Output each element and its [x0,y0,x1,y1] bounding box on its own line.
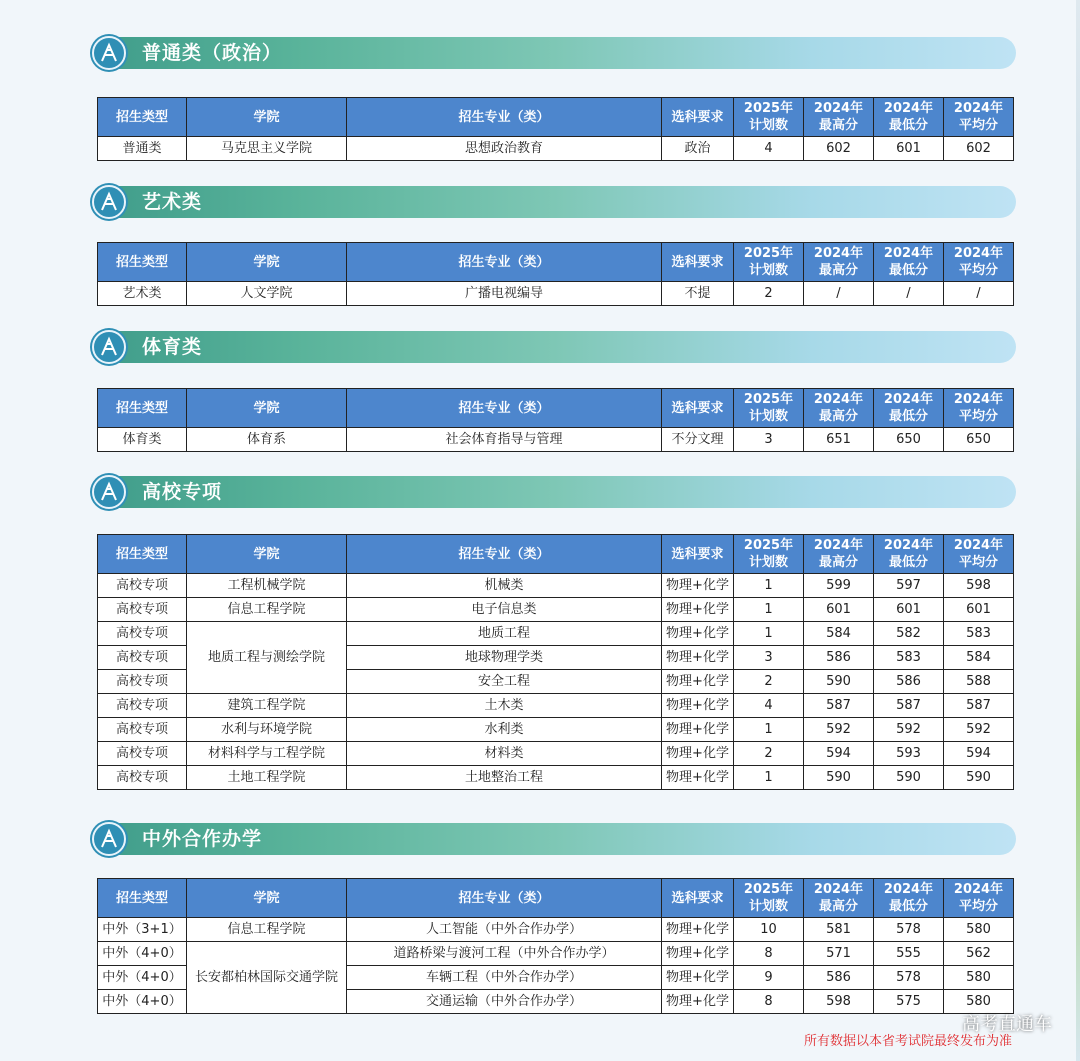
cell-major: 思想政治教育 [347,137,662,161]
cell-major: 机械类 [347,574,662,598]
cell-subject: 不提 [662,282,734,306]
table-header-row [98,389,1014,428]
cell-type: 高校专项 [98,742,187,766]
cell-min: 592 [874,718,944,742]
header-subject: 选科要求 [662,243,734,282]
cell-subject: 政治 [662,137,734,161]
cell-college: 工程机械学院 [187,574,347,598]
cell-type: 体育类 [98,428,187,452]
cell-max: 651 [804,428,874,452]
cell-avg: 650 [944,428,1014,452]
section-banner-sports [92,331,1016,363]
cell-min: 583 [874,646,944,670]
cell-subject: 物理+化学 [662,966,734,990]
header-type: 招生类型 [98,243,187,282]
cell-min: 582 [874,622,944,646]
cell-plan: 1 [734,718,804,742]
university-logo-icon [92,475,126,509]
header-subject: 选科要求 [662,389,734,428]
cell-type: 高校专项 [98,766,187,790]
header-max: 2024年 最高分 [804,879,874,918]
header-plan: 2025年 计划数 [734,243,804,282]
header-max: 2024年 最高分 [804,98,874,137]
section-banner-general [92,37,1016,69]
cell-avg: 602 [944,137,1014,161]
header-avg: 2024年 平均分 [944,389,1014,428]
table-row [98,694,1014,718]
table-row [98,137,1014,161]
header-major: 招生专业（类） [347,389,662,428]
cell-max: 584 [804,622,874,646]
cell-subject: 物理+化学 [662,990,734,1014]
header-avg: 2024年 平均分 [944,535,1014,574]
cell-major: 电子信息类 [347,598,662,622]
cell-plan: 8 [734,990,804,1014]
cell-min: 601 [874,137,944,161]
cell-type: 高校专项 [98,574,187,598]
cell-subject: 物理+化学 [662,622,734,646]
header-major: 招生专业（类） [347,98,662,137]
cell-avg: 590 [944,766,1014,790]
cell-plan: 4 [734,694,804,718]
cell-major: 广播电视编导 [347,282,662,306]
cell-plan: 4 [734,137,804,161]
cell-avg: 594 [944,742,1014,766]
university-logo-icon [92,185,126,219]
header-min: 2024年 最低分 [874,389,944,428]
admission-table-art [97,242,1014,306]
header-major: 招生专业（类） [347,535,662,574]
cell-major: 人工智能（中外合作办学） [347,918,662,942]
cell-major: 交通运输（中外合作办学） [347,990,662,1014]
header-subject: 选科要求 [662,879,734,918]
cell-subject: 物理+化学 [662,942,734,966]
header-plan: 2025年 计划数 [734,98,804,137]
cell-plan: 8 [734,942,804,966]
cell-college-merged: 长安都柏林国际交通学院 [187,942,347,1014]
header-college: 学院 [187,243,347,282]
cell-plan: 2 [734,282,804,306]
header-min: 2024年 最低分 [874,243,944,282]
admission-table-sports [97,388,1014,452]
cell-min: 578 [874,966,944,990]
cell-min: / [874,282,944,306]
cell-min: 650 [874,428,944,452]
table-row [98,942,1014,966]
table-row [98,622,1014,646]
cell-type: 高校专项 [98,718,187,742]
cell-major: 水利类 [347,718,662,742]
cell-subject: 物理+化学 [662,918,734,942]
cell-major: 安全工程 [347,670,662,694]
section-title: 艺术类 [142,191,203,213]
cell-type: 中外（3+1） [98,918,187,942]
header-type: 招生类型 [98,389,187,428]
table-header-row [98,98,1014,137]
section-title: 中外合作办学 [142,828,263,850]
cell-major: 材料类 [347,742,662,766]
cell-max: 599 [804,574,874,598]
watermark: 高考直通车 [962,1014,1052,1035]
cell-avg: 592 [944,718,1014,742]
cell-subject: 物理+化学 [662,742,734,766]
table-row [98,918,1014,942]
cell-major: 地质工程 [347,622,662,646]
table-row [98,574,1014,598]
header-college: 学院 [187,535,347,574]
cell-avg: 562 [944,942,1014,966]
header-max: 2024年 最高分 [804,535,874,574]
header-plan: 2025年 计划数 [734,879,804,918]
cell-subject: 物理+化学 [662,766,734,790]
table-header-row [98,879,1014,918]
cell-subject: 物理+化学 [662,646,734,670]
header-avg: 2024年 平均分 [944,879,1014,918]
admission-table-special [97,534,1014,790]
cell-avg: 584 [944,646,1014,670]
header-type: 招生类型 [98,98,187,137]
section-title: 体育类 [142,336,203,358]
cell-college: 体育系 [187,428,347,452]
cell-max: 586 [804,966,874,990]
cell-plan: 1 [734,622,804,646]
cell-major: 车辆工程（中外合作办学） [347,966,662,990]
cell-type: 高校专项 [98,622,187,646]
cell-min: 597 [874,574,944,598]
cell-major: 土地整治工程 [347,766,662,790]
university-logo-icon [92,822,126,856]
cell-max: 571 [804,942,874,966]
cell-subject: 物理+化学 [662,694,734,718]
header-avg: 2024年 平均分 [944,98,1014,137]
table-row [98,282,1014,306]
header-min: 2024年 最低分 [874,879,944,918]
header-college: 学院 [187,389,347,428]
table-header-row [98,535,1014,574]
header-max: 2024年 最高分 [804,243,874,282]
cell-plan: 3 [734,646,804,670]
cell-college: 建筑工程学院 [187,694,347,718]
university-logo-icon [92,330,126,364]
header-college: 学院 [187,879,347,918]
section-banner-art [92,186,1016,218]
header-max: 2024年 最高分 [804,389,874,428]
cell-plan: 1 [734,574,804,598]
cell-max: 592 [804,718,874,742]
section-title: 高校专项 [142,481,223,503]
cell-plan: 1 [734,766,804,790]
cell-college: 土地工程学院 [187,766,347,790]
cell-type: 艺术类 [98,282,187,306]
cell-plan: 1 [734,598,804,622]
header-college: 学院 [187,98,347,137]
section-banner-special [92,476,1016,508]
header-subject: 选科要求 [662,535,734,574]
cell-college: 人文学院 [187,282,347,306]
cell-subject: 物理+化学 [662,598,734,622]
header-subject: 选科要求 [662,98,734,137]
header-min: 2024年 最低分 [874,98,944,137]
cell-avg: / [944,282,1014,306]
cell-major: 地球物理学类 [347,646,662,670]
cell-college: 材料科学与工程学院 [187,742,347,766]
cell-avg: 598 [944,574,1014,598]
table-row [98,428,1014,452]
table-row [98,766,1014,790]
cell-avg: 588 [944,670,1014,694]
cell-max: 586 [804,646,874,670]
cell-avg: 580 [944,918,1014,942]
cell-major: 社会体育指导与管理 [347,428,662,452]
cell-college: 信息工程学院 [187,598,347,622]
cell-type: 中外（4+0） [98,942,187,966]
header-min: 2024年 最低分 [874,535,944,574]
header-major: 招生专业（类） [347,243,662,282]
cell-min: 593 [874,742,944,766]
cell-subject: 物理+化学 [662,670,734,694]
cell-max: 590 [804,670,874,694]
cell-min: 578 [874,918,944,942]
table-row [98,598,1014,622]
cell-plan: 3 [734,428,804,452]
cell-subject: 不分文理 [662,428,734,452]
cell-avg: 601 [944,598,1014,622]
cell-plan: 2 [734,742,804,766]
cell-min: 601 [874,598,944,622]
right-edge-decoration [1076,0,1080,1061]
cell-major: 道路桥梁与渡河工程（中外合作办学） [347,942,662,966]
header-plan: 2025年 计划数 [734,535,804,574]
header-avg: 2024年 平均分 [944,243,1014,282]
cell-plan: 2 [734,670,804,694]
cell-type: 高校专项 [98,598,187,622]
data-disclaimer: 所有数据以本省考试院最终发布为准 [803,1034,1012,1049]
cell-plan: 10 [734,918,804,942]
section-banner-joint [92,823,1016,855]
cell-max: 594 [804,742,874,766]
cell-avg: 580 [944,966,1014,990]
cell-max: / [804,282,874,306]
cell-avg: 583 [944,622,1014,646]
cell-max: 587 [804,694,874,718]
cell-max: 598 [804,990,874,1014]
university-logo-icon [92,36,126,70]
header-type: 招生类型 [98,879,187,918]
cell-major: 土木类 [347,694,662,718]
cell-min: 590 [874,766,944,790]
table-header-row [98,243,1014,282]
table-row [98,718,1014,742]
cell-max: 602 [804,137,874,161]
cell-college-merged: 地质工程与测绘学院 [187,622,347,694]
cell-type: 中外（4+0） [98,990,187,1014]
cell-max: 581 [804,918,874,942]
cell-avg: 580 [944,990,1014,1014]
admission-table-joint [97,878,1014,1014]
cell-min: 555 [874,942,944,966]
cell-max: 590 [804,766,874,790]
admission-table-general [97,97,1014,161]
cell-min: 586 [874,670,944,694]
cell-college: 信息工程学院 [187,918,347,942]
cell-min: 587 [874,694,944,718]
cell-type: 普通类 [98,137,187,161]
cell-college: 马克思主义学院 [187,137,347,161]
cell-min: 575 [874,990,944,1014]
header-major: 招生专业（类） [347,879,662,918]
cell-college: 水利与环境学院 [187,718,347,742]
header-type: 招生类型 [98,535,187,574]
table-row [98,742,1014,766]
cell-subject: 物理+化学 [662,718,734,742]
cell-plan: 9 [734,966,804,990]
header-plan: 2025年 计划数 [734,389,804,428]
cell-type: 高校专项 [98,670,187,694]
cell-avg: 587 [944,694,1014,718]
cell-type: 高校专项 [98,694,187,718]
cell-max: 601 [804,598,874,622]
cell-subject: 物理+化学 [662,574,734,598]
cell-type: 中外（4+0） [98,966,187,990]
cell-type: 高校专项 [98,646,187,670]
section-title: 普通类（政治） [142,42,283,64]
